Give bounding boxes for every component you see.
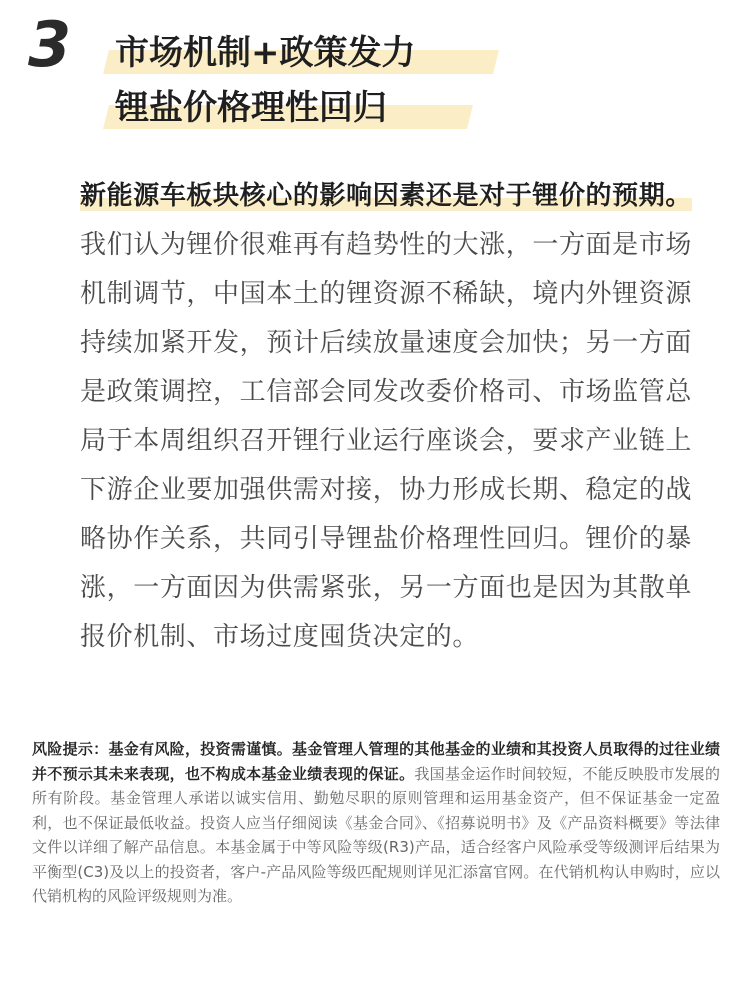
section-title-text: 市场机制+政策发力 <box>115 33 416 73</box>
section-title-line-2 <box>103 87 467 129</box>
section-subtitle-text: 锂盐价格理性回归 <box>115 88 387 128</box>
body-text: 我们认为锂价很难再有趋势性的大涨，一方面是市场机制调节，中国本土的锂资源不稀缺，境内外锂资源持续加紧开发，预计后续放量速度会加快；另一方面是政策调控，工信部会同发改委价格司、市场监管总局于本周组织召开锂行业运行座谈会，要求产业链上下游企业要加强供需对接，协力形成长期、稳定的战略协作关系，共同引导锂盐价格理性回归。锂价的暴涨，一方面因为供需紧张，另一方面也是因为其散单报价机制、市场过度囤货决定的。 <box>80 230 692 652</box>
section-title-line-1 <box>103 32 493 74</box>
body-paragraph <box>80 172 692 662</box>
risk-warning-bold: 风险提示：基金有风险，投资需谨慎。基金管理人管理的其他基金的业绩和其投资人员取得的过往业绩并不预示其未来表现，也不构成本基金业绩表现的保证。 <box>32 740 720 783</box>
lead-sentence: 新能源车板块核心的影响因素还是对于锂价的预期。 <box>80 181 692 211</box>
risk-disclaimer <box>32 737 720 909</box>
section-header <box>0 0 750 150</box>
section-number: 3 <box>28 8 70 81</box>
risk-disclaimer-text: 我国基金运作时间较短，不能反映股市发展的所有阶段。基金管理人承诺以诚实信用、勤勉尽职的原则管理和运用基金资产，但不保证基金一定盈利，也不保证最低收益。投资人应当仔细阅读《基金合同》、《招募说明书》及《产品资料概要》等法律文件以详细了解产品信息。本基金属于中等风险等级(R3)产品，适合经客户风险承受等级测评后结果为平衡型(C3)及以上的投资者，客户-产品风险等级匹配规则详见汇添富官网。在代销机构认申购时，应以代销机构的风险评级规则为准。 <box>32 764 720 905</box>
